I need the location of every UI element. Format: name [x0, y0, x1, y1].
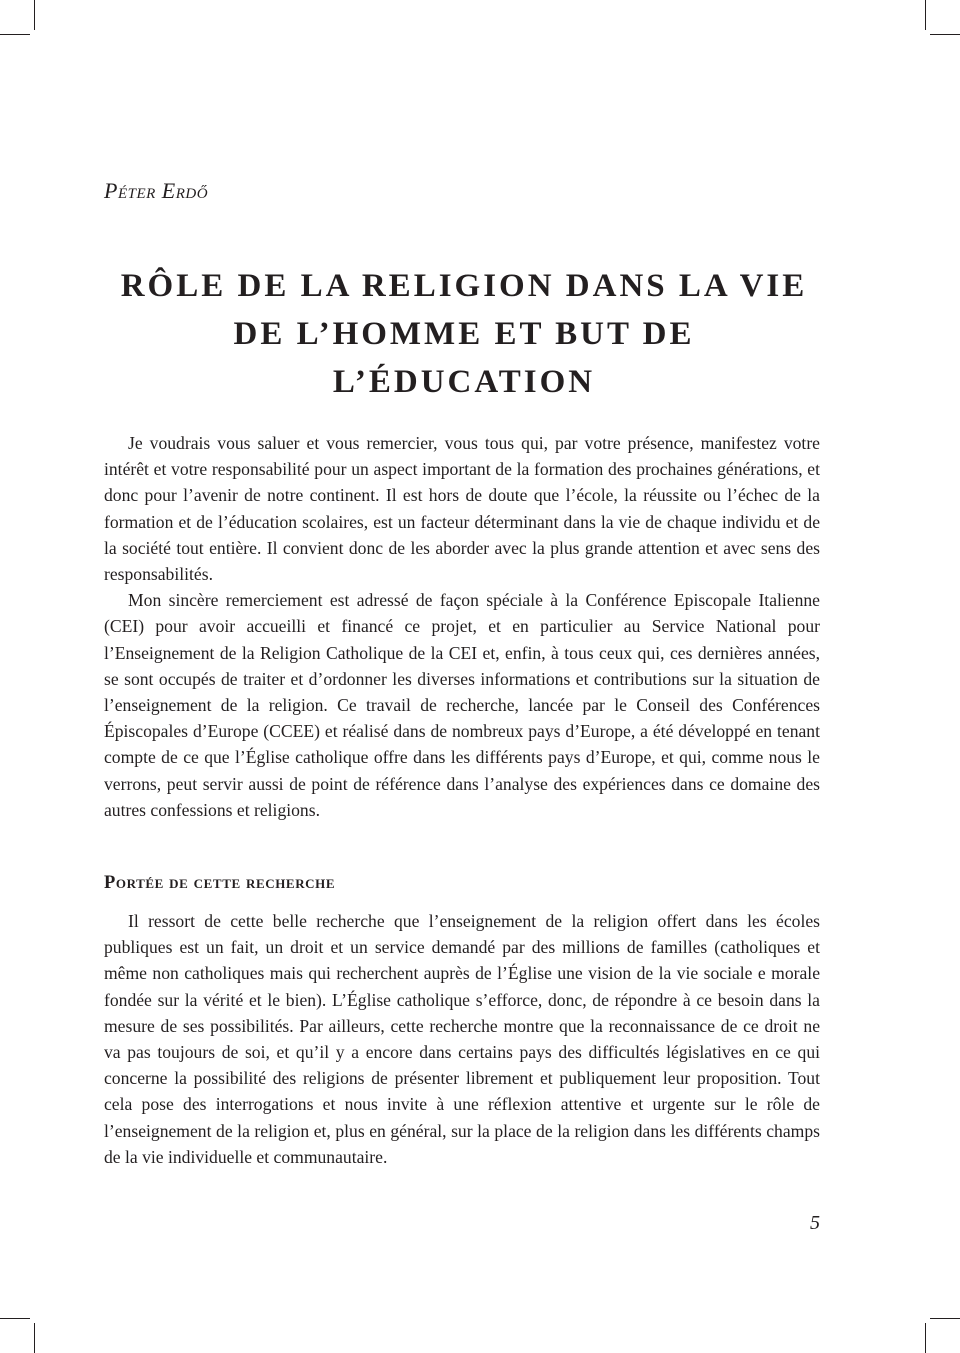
crop-mark-bottom-right-horizontal [930, 1318, 960, 1319]
crop-mark-top-right-horizontal [930, 34, 960, 35]
crop-mark-top-left-vertical [34, 0, 35, 30]
crop-mark-top-left-horizontal [0, 34, 30, 35]
paragraph: Je voudrais vous saluer et vous remercier, vous tous qui, par votre présence, manifestez votre intérêt et votre responsabilité pour un aspect important de la formation des prochaines générations, et donc pour l’avenir de notre continent. Il est hors de doute que l’école, la réussite ou l’échec de la formation et de l’éducation scolaires, est un facteur déterminant dans la vie de chaque individu et de la société tout entière. Il convient donc de les aborder avec la plus grande attention et avec sens des responsabilités. [104, 433, 820, 585]
section-heading: Portée de cette recherche [104, 873, 336, 893]
title-line-1: RÔLE DE LA RELIGION DANS LA VIE [120, 268, 808, 304]
page-number: 5 [810, 1212, 820, 1234]
section-body [104, 908, 820, 1170]
crop-mark-bottom-right-vertical [925, 1323, 926, 1353]
crop-mark-bottom-left-horizontal [0, 1318, 30, 1319]
author-name: Péter Erdő [104, 178, 209, 203]
title-line-2: DE L’HOMME ET BUT DE L’ÉDUCATION [233, 316, 695, 400]
crop-mark-bottom-left-vertical [34, 1323, 35, 1353]
paragraph: Il ressort de cette belle recherche que l’enseignement de la religion offert dans les écoles publiques est un fait, un droit et un service demandé par des millions de familles (catholiques et même non catholiques mais qui recherchent auprès de l’Église une vision de la vie sociale e morale fondée sur la vérité et le bien). L’Église catholique s’efforce, donc, de répondre à ce besoin dans la mesure de ses possibilités. Par ailleurs, cette recherche montre que la reconnaissance de ce droit ne va pas toujours de soi, et qu’il y a encore dans certains pays des difficultés législatives en ce qui concerne la possibilité des religions de présenter librement et publiquement leur proposition. Tout cela pose des interrogations et nous invite à une réflexion attentive et urgente sur le rôle de l’enseignement de la religion et, plus en général, sur la place de la religion dans les différents champs de la vie individuelle et communautaire. [104, 911, 820, 1167]
article-title [104, 262, 824, 406]
crop-mark-top-right-vertical [925, 0, 926, 30]
paragraph: Mon sincère remerciement est adressé de façon spéciale à la Conférence Episcopale Italienne (CEI) pour avoir accueilli et financé ce projet, et en particulier au Service National pour l’Enseignement de la Religion Catholique de la CEI et, enfin, à tous ceux qui, ces dernières années, se sont occupés de traiter et d’ordonner les diverses informations et contributions sur la situation de l’enseignement de la religion. Ce travail de recherche, lancée par le Conseil des Conférences Épiscopales d’Europe (CCEE) et réalisé dans de nombreux pays d’Europe, a été développé en tenant compte de ce que l’Église catholique offre dans les différents pays d’Europe, et qui, comme nous le verrons, peut servir aussi de point de référence dans l’analyse des expériences dans ce domaine des autres confessions et religions. [104, 590, 820, 820]
intro-section [104, 430, 820, 823]
